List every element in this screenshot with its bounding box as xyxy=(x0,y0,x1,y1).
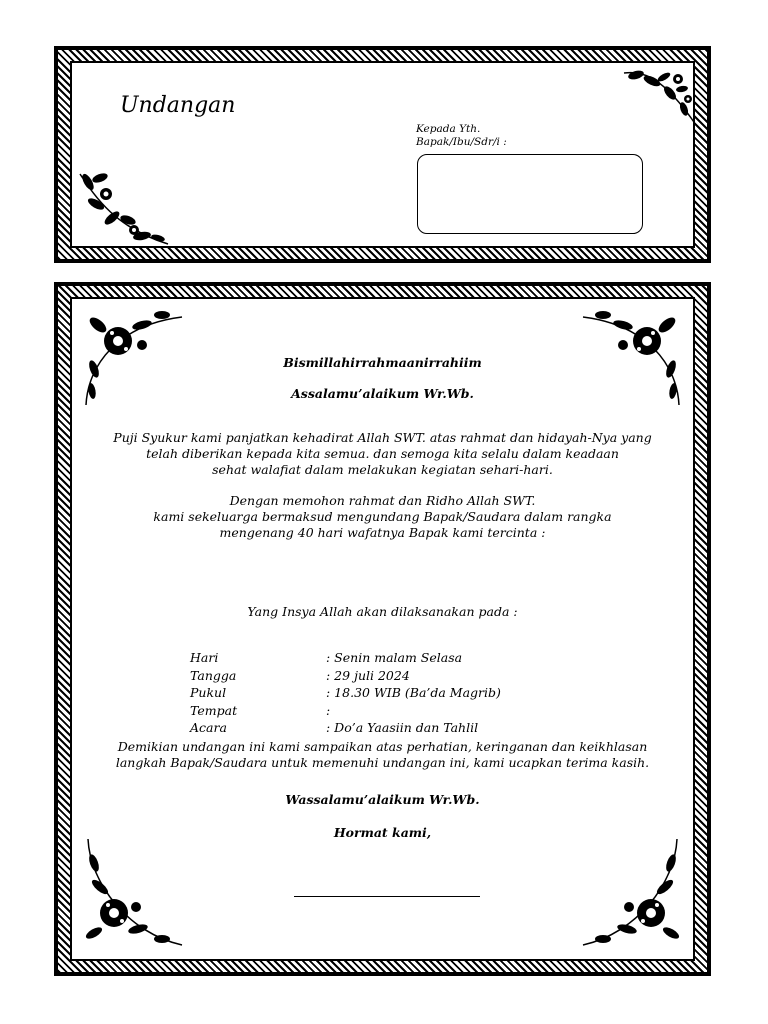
paragraph-line: Demikian undangan ini kami sampaikan atas perhatian, keringanan dan keikhlasan xyxy=(117,739,648,754)
hormat-kami: Hormat kami, xyxy=(333,825,432,840)
paragraph-line: mengenang 40 hari wafatnya Bapak kami tercinta : xyxy=(219,525,546,540)
floral-corner-icon xyxy=(577,833,687,953)
envelope-body xyxy=(70,61,695,248)
paragraph-line: Puji Syukur kami panjatkan kehadirat Allah SWT. atas rahmat dan hidayah-Nya yang xyxy=(113,430,652,445)
wassalam: Wassalamu’alaikum Wr.Wb. xyxy=(285,792,480,807)
detail-row-tempat xyxy=(190,702,550,720)
recipient-line-2: Bapak/Ibu/Sdr/i : xyxy=(416,136,507,148)
detail-row-tanggal xyxy=(190,667,550,685)
paragraph-line: sehat walafiat dalam melakukan kegiatan sehari-hari. xyxy=(212,462,553,477)
paragraph-line: kami sekeluarga bermaksud mengundang Bapak/Saudara dalam rangka xyxy=(153,509,612,524)
detail-value: : Senin malam Selasa xyxy=(326,650,463,665)
detail-row-pukul xyxy=(190,684,550,702)
detail-label: Tangga xyxy=(190,667,237,683)
paragraph-opening xyxy=(92,430,673,478)
event-details xyxy=(190,649,550,737)
paragraph-line: telah diberikan kepada kita semua. dan semoga kita selalu dalam keadaan xyxy=(146,446,619,461)
detail-label: Hari xyxy=(190,650,219,665)
floral-ornament-icon xyxy=(622,67,698,129)
detail-label: Pukul xyxy=(190,685,227,700)
detail-value: : xyxy=(326,702,331,718)
signature-line xyxy=(294,896,480,897)
floral-ornament-icon xyxy=(76,168,172,248)
letter-card xyxy=(54,282,711,976)
salam: Assalamu’alaikum Wr.Wb. xyxy=(291,386,474,401)
letter-body xyxy=(70,297,695,961)
recipient-line-1: Kepada Yth. xyxy=(416,123,481,135)
detail-value: : Do’a Yaasiin dan Tahlil xyxy=(326,720,479,735)
address-box[interactable] xyxy=(417,154,643,234)
paragraph-line: Dengan memohon rahmat dan Ridho Allah SWT. xyxy=(229,493,536,508)
paragraph-line: langkah Bapak/Saudara untuk memenuhi undangan ini, kami ucapkan terima kasih. xyxy=(115,755,650,770)
detail-label: Tempat xyxy=(190,702,238,718)
recipient-label xyxy=(416,123,507,149)
detail-row-hari xyxy=(190,649,550,667)
bismillah: Bismillahirrahmaanirrahiim xyxy=(283,355,482,370)
envelope-card xyxy=(54,46,711,263)
detail-value: : 29 juli 2024 xyxy=(326,667,410,683)
paragraph-closing xyxy=(92,739,673,771)
schedule-intro: Yang Insya Allah akan dilaksanakan pada : xyxy=(247,604,518,619)
floral-corner-icon xyxy=(78,833,188,953)
detail-row-acara xyxy=(190,719,550,737)
envelope-title: Undangan xyxy=(120,93,236,118)
detail-value: : 18.30 WIB (Ba’da Magrib) xyxy=(326,685,501,700)
paragraph-invitation xyxy=(92,493,673,541)
detail-label: Acara xyxy=(190,720,227,735)
